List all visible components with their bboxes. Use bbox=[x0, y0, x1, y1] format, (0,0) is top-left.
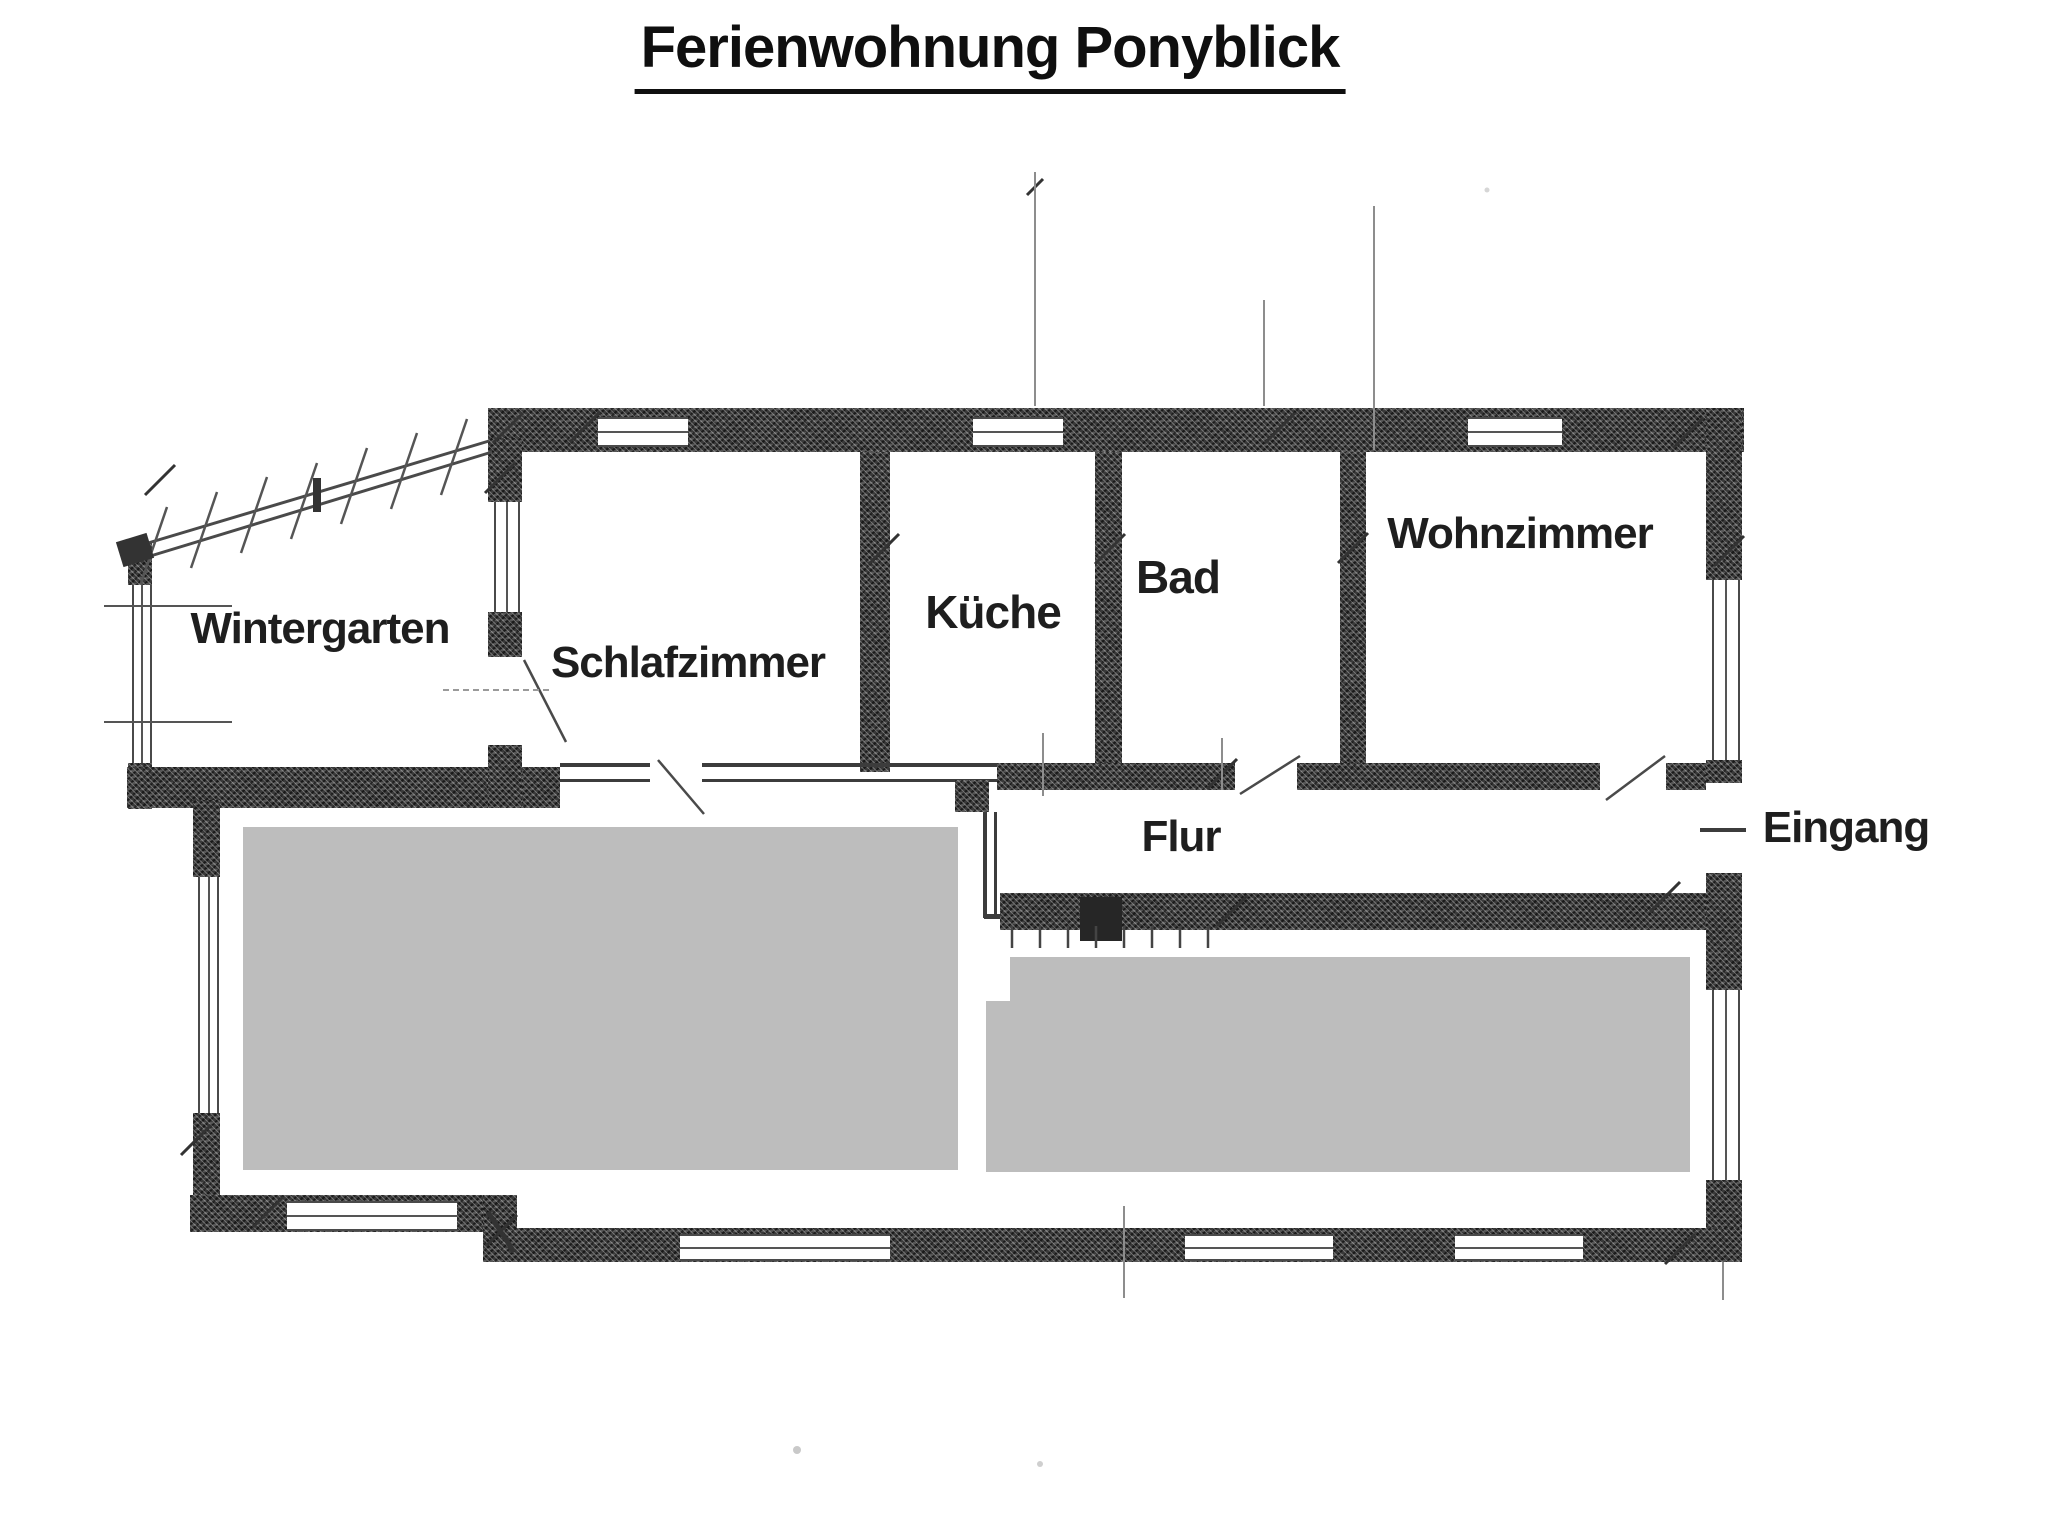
page-title: Ferienwohnung Ponyblick bbox=[635, 14, 1346, 94]
room-label-wintergarten: Wintergarten bbox=[190, 604, 450, 653]
dimension-marks bbox=[145, 179, 1744, 1264]
room-label-kueche: Küche bbox=[925, 586, 1061, 638]
room-label-schlafzimmer: Schlafzimmer bbox=[550, 638, 826, 687]
entrance-label: Eingang bbox=[1762, 803, 1930, 852]
glazing-ticks bbox=[141, 419, 467, 583]
room-label-bad: Bad bbox=[1136, 551, 1220, 603]
room-label-wohnzimmer: Wohnzimmer bbox=[1387, 509, 1653, 558]
glass-wall bbox=[128, 441, 492, 561]
scan-lines bbox=[104, 172, 1723, 1300]
stair-ticks bbox=[1012, 926, 1208, 948]
room-label-flur: Flur bbox=[1141, 812, 1221, 861]
